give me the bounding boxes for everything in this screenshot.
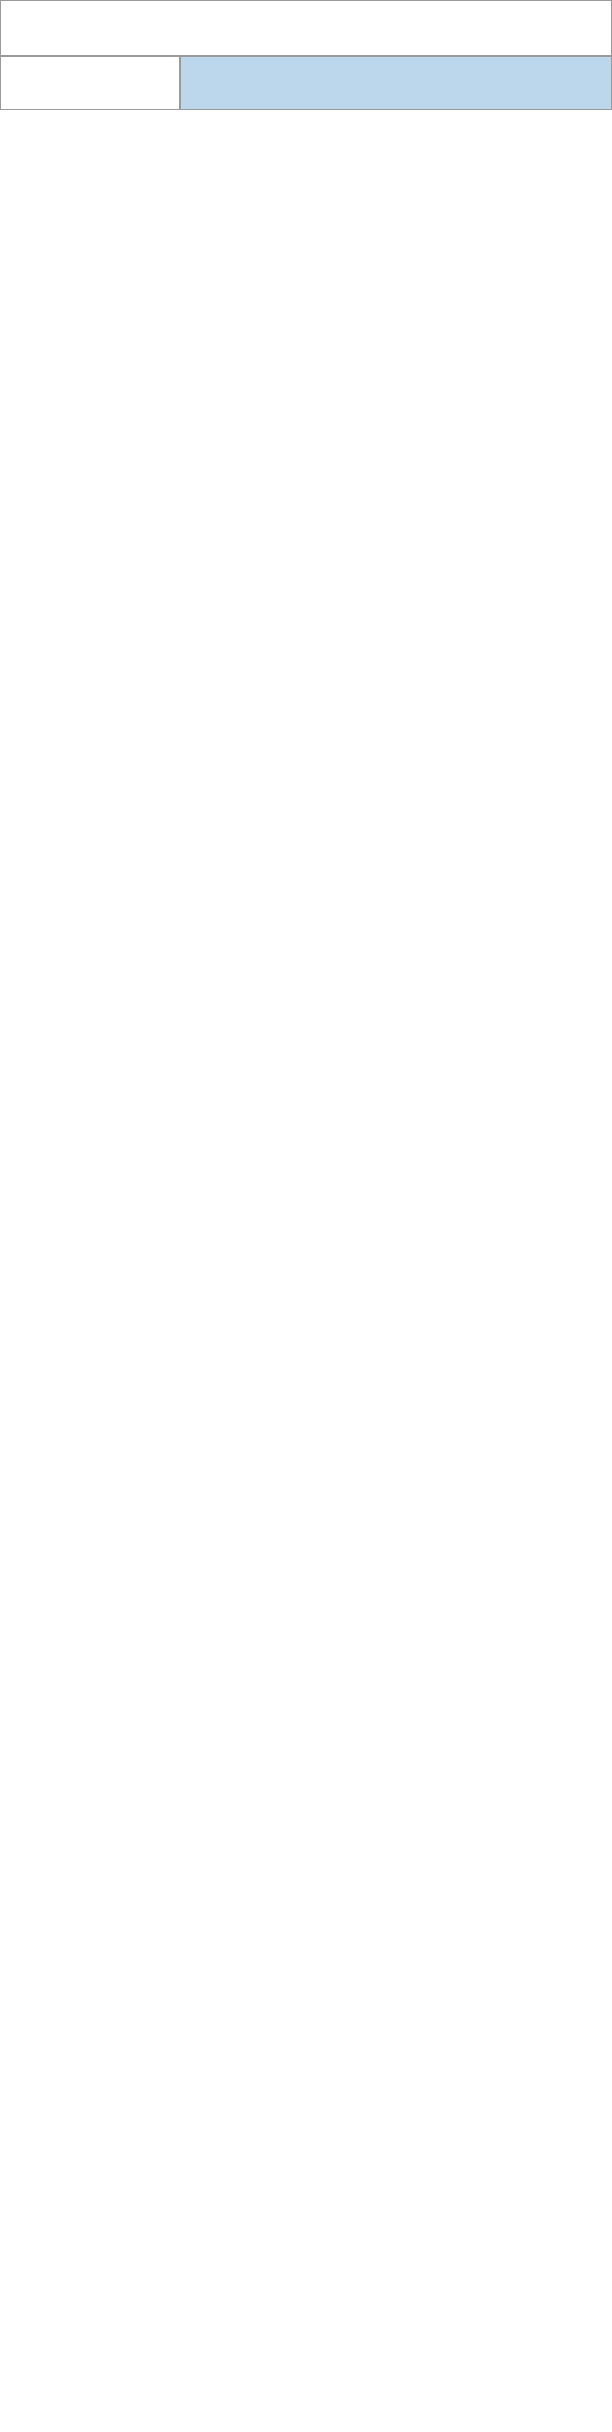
page-title — [0, 0, 612, 56]
info-bar — [0, 56, 612, 110]
last-period — [0, 56, 180, 110]
disclaimer-banner — [180, 56, 612, 110]
